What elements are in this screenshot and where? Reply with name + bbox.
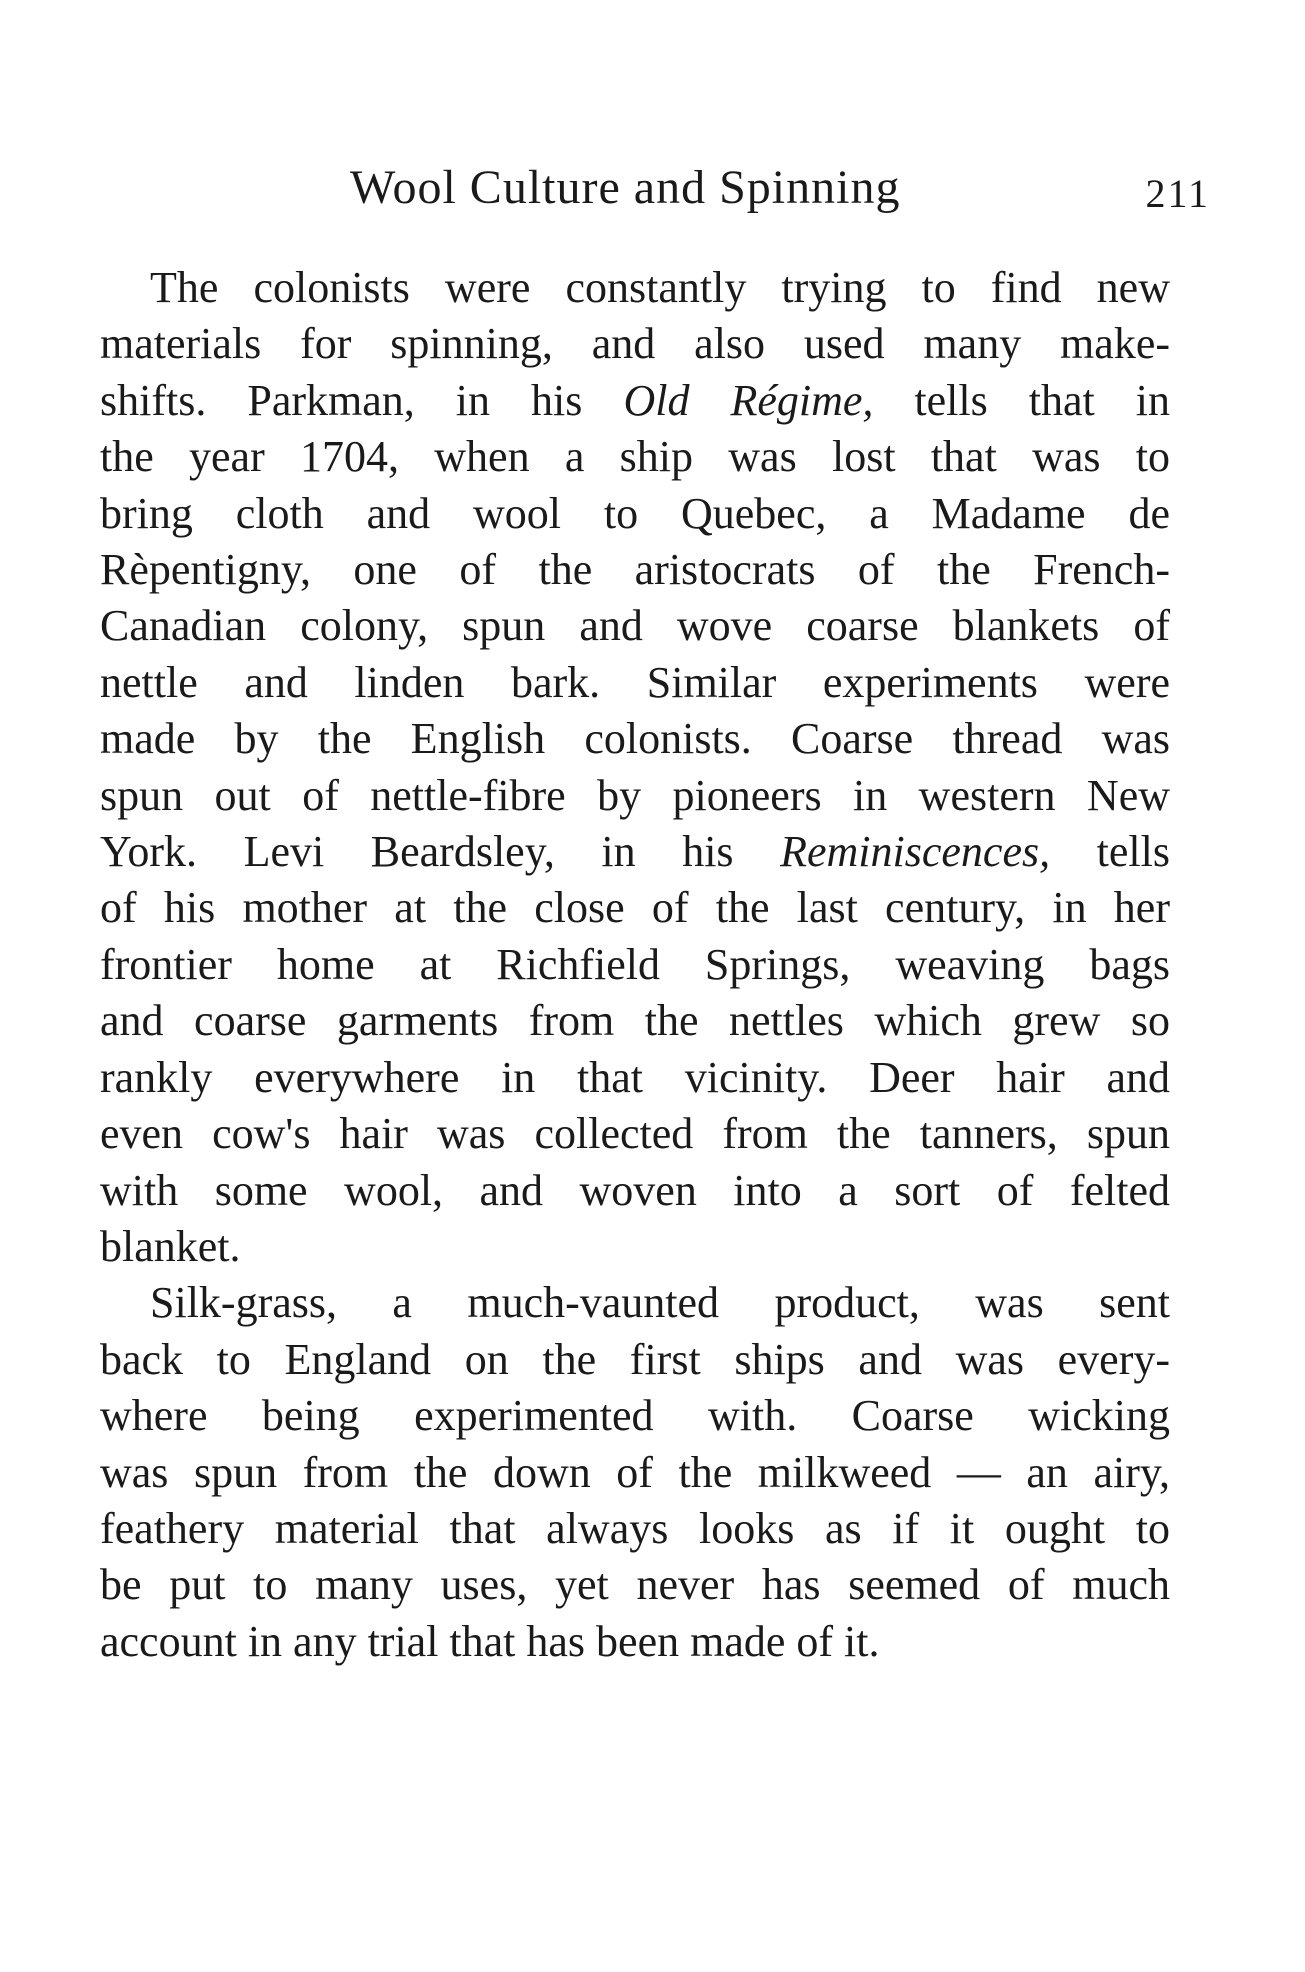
text-segment: shifts. Parkman, in his [100, 375, 624, 425]
text-line: Silk-grass, a much-vaunted product, was sent [150, 1278, 1170, 1328]
text-line: nettle and linden bark. Similar experiments were [100, 657, 1170, 707]
text-line: rankly everywhere in that vicinity. Deer hair and [100, 1052, 1170, 1102]
text-line: back to England on the first ships and was every- [100, 1334, 1170, 1384]
text-line: spun out of nettle-fibre by pioneers in western New [100, 770, 1170, 820]
text-line: frontier home at Richfield Springs, weaving bags [100, 939, 1170, 989]
text-line: be put to many uses, yet never has seemed of much [100, 1560, 1170, 1610]
text-line: The colonists were constantly trying to find new [150, 263, 1170, 312]
running-head [100, 160, 1210, 220]
text-line: materials for spinning, and also used many make- [100, 319, 1170, 369]
text-segment: tells [1050, 827, 1170, 877]
text-line: account in any trial that has been made of it. [100, 1616, 880, 1666]
text-line: made by the English colonists. Coarse thread was [100, 714, 1170, 764]
text-line: even cow's hair was collected from the tanners, spun [100, 1109, 1170, 1159]
italic-title: Old Régime, [623, 375, 874, 425]
text-line: where being experimented with. Coarse wicking [100, 1391, 1170, 1441]
text-line: Rèpentigny, one of the aristocrats of the French- [100, 545, 1170, 595]
text-segment: tells that in [873, 375, 1171, 425]
paragraph-1 [100, 260, 1170, 1275]
text-line: blanket. [100, 1221, 241, 1271]
running-title: Wool Culture and Spinning [350, 161, 901, 214]
paragraph-2 [100, 1275, 1170, 1670]
text-segment: York. Levi Beardsley, in his [100, 827, 781, 877]
text-line: and coarse garments from the nettles which grew so [100, 996, 1170, 1046]
text-line: of his mother at the close of the last century, in her [100, 883, 1170, 933]
italic-title: Reminiscences, [780, 827, 1051, 877]
page-number: 211 [1145, 171, 1210, 216]
text-line: was spun from the down of the milkweed — an airy, [100, 1447, 1170, 1497]
text-line [100, 373, 1170, 429]
text-line: with some wool, and woven into a sort of felted [100, 1165, 1170, 1215]
body-text [100, 260, 1170, 1670]
text-line: Canadian colony, spun and wove coarse blankets of [100, 601, 1170, 651]
text-line: bring cloth and wool to Quebec, a Madame de [100, 488, 1170, 538]
text-line [100, 824, 1170, 880]
text-line: feathery material that always looks as if it ought to [100, 1503, 1170, 1553]
text-line: the year 1704, when a ship was lost that was to [100, 432, 1170, 482]
